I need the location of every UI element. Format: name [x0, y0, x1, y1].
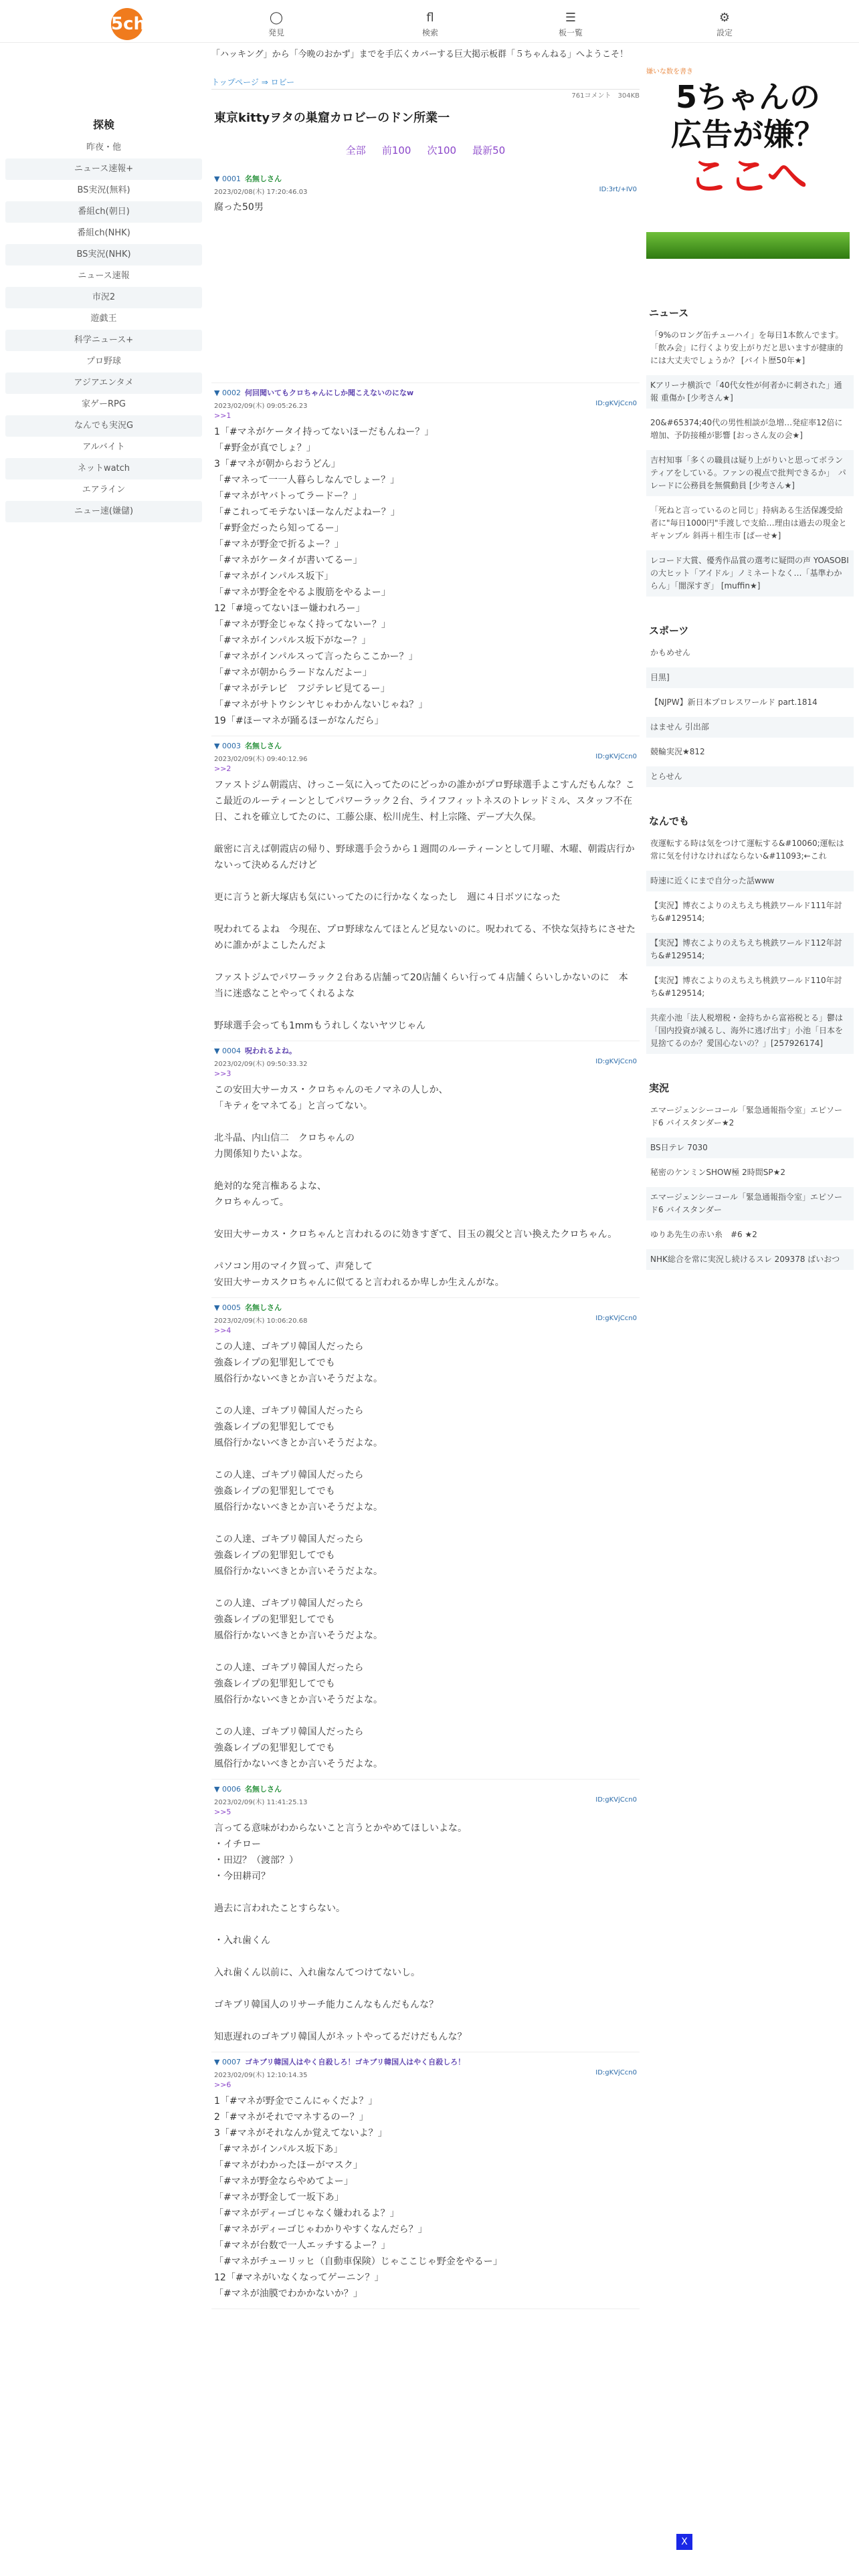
- post-header: [214, 173, 637, 184]
- section-link[interactable]: 競輪実況★812: [650, 747, 705, 756]
- site-logo[interactable]: 5ch: [111, 8, 143, 40]
- section-link[interactable]: エマージェンシーコール「緊急通報指令室」エピソード6 バイスタンダー★2: [650, 1105, 842, 1128]
- post-header: [214, 1302, 637, 1313]
- thread-size: 304KB: [617, 92, 640, 100]
- ad-line2: 広告が嫌？: [671, 116, 825, 152]
- section-link[interactable]: 共産小池「法人税増税・金持ちから富裕税とる」鬱は「国内投資が減るし、海外に逃げ出す」小池「日本を見捨てるのか？愛国心ないの？」[257926174]: [646, 1008, 854, 1054]
- section-link[interactable]: 【NJPW】新日本プロレスワールド part.1814: [650, 697, 818, 707]
- ad-space: [214, 215, 637, 376]
- post-number[interactable]: ▼ 0004: [214, 1047, 241, 1055]
- breadcrumb-top[interactable]: トップページ: [211, 78, 259, 87]
- section-link[interactable]: 吉村知事「多くの職員は疑り上がりいと思ってボランティアをしている。ファンの視点で批判できるか」 パレードに公務員を無償動員 [少考さん★]: [646, 450, 854, 496]
- sidebar-item[interactable]: 番組ch(NHK): [77, 228, 130, 238]
- post-number[interactable]: ▼ 0005: [214, 1303, 241, 1312]
- close-ad-button[interactable]: X: [676, 2534, 692, 2550]
- section-link[interactable]: とらせん: [646, 766, 854, 787]
- post-number[interactable]: ▼ 0007: [214, 2058, 241, 2066]
- post-number[interactable]: ▼ 0003: [214, 742, 241, 750]
- section-link[interactable]: NHK総合を常に実況し続けるスレ 209378 ぱいおつ: [646, 1249, 854, 1270]
- reply-anchor[interactable]: >>4: [214, 1326, 231, 1335]
- post: [211, 383, 640, 736]
- post-body: 言ってる意味がわからないこと言うとかやめてほしいよな。 ・イチロー ・田辺？（渡部？） ・今田耕司？ 過去に言われたことすらない。 ・入れ歯くん 入れ歯くん以前に、入れ歯なんてつけてないし。 ゴキブリ韓国人のリサーチ能力こんなもんだもんな？ 知恵遅れのゴキブリ韓国人がネットやってるだけだもんな？: [214, 1823, 467, 2042]
- comment-count: 761コメント: [571, 92, 611, 100]
- post-name: ゴキブリ韓国人はやく自殺しろ！ゴキブリ韓国人はやく自殺しろ！: [244, 2058, 466, 2066]
- sidebar-item[interactable]: BS実況(NHK): [5, 244, 202, 265]
- post-body: 1「#マネが野金でこんにゃくだよ？」 2「#マネがそれでマネするのー？」 3「#マネがそれなんか覚えてないよ？」 「#マネがインパルス坂下あ」 「#マネがわかったほーがマスク」 「#マネが野金ならやめてよー」 「#マネが野金して一坂下あ」 「#マネがディーゴじゃなく嫌われるよ？」 「#マネがディーゴじゃわかりやすくなんだら？」 「#マネが台数で一人エッチするよー？」 「#マネがチューリッヒ（自動車保険）じゃここじゃ野金をやるー」 12「#マネがいなくなってゲーニン？」 「#マネが油膜でわかかないか？」: [214, 2096, 502, 2299]
- section-title: スポーツ: [649, 625, 689, 637]
- sidebar-item[interactable]: アルバイト: [82, 442, 125, 452]
- nav-board-list[interactable]: ☰ 板一覧: [541, 9, 601, 38]
- post: [211, 1298, 640, 1780]
- post: [211, 2052, 640, 2309]
- section-link[interactable]: かもめせん: [650, 648, 691, 657]
- ad-line3: ここへ: [688, 153, 807, 200]
- section-link[interactable]: 「死ねと言っているのと同じ」持病ある生活保護受給者に"毎日1000円"手渡しで支給…理由は過去の現金とギャンブル 斜再＋相生市 [ぱーせ★]: [650, 506, 847, 540]
- nav-prev100[interactable]: 前100: [381, 144, 411, 156]
- ad-grass-graphic: [646, 232, 850, 259]
- post: [211, 1041, 640, 1298]
- post-id[interactable]: ID:gKVjCcn0: [595, 1058, 637, 1065]
- post-date: 2023/02/09(木) 10:06:20.68: [214, 1317, 308, 1325]
- section-link[interactable]: 目黒]: [646, 667, 854, 688]
- post-date-line: [214, 753, 637, 762]
- post: [211, 1780, 640, 2052]
- section-link[interactable]: 時速に近くにまで自分った話www: [646, 871, 854, 891]
- sidebar-item[interactable]: ニュー速(嫌儲): [5, 501, 202, 522]
- post-id[interactable]: ID:gKVjCcn0: [595, 1315, 637, 1322]
- sidebar-item[interactable]: エアライン: [82, 485, 126, 495]
- post-date: 2023/02/08(木) 17:20:46.03: [214, 189, 308, 196]
- section-link[interactable]: 20&#65374;40代の男性相談が急増…発症率12倍に増加、予防接種が影響 [おっさん友の会★]: [650, 418, 843, 440]
- thread-meta: [211, 90, 640, 103]
- reply-anchor[interactable]: >>1: [214, 411, 231, 420]
- post-date-line: [214, 1796, 637, 1806]
- nav-all[interactable]: 全部: [345, 144, 366, 156]
- sidebar-item[interactable]: プロ野球: [86, 356, 121, 366]
- sidebar-item[interactable]: ニュース速報+: [5, 158, 202, 180]
- post-date: 2023/02/09(木) 09:05:26.23: [214, 403, 308, 410]
- post-date: 2023/02/09(木) 09:40:12.96: [214, 756, 308, 763]
- post: [211, 736, 640, 1041]
- section-title: なんでも: [649, 815, 690, 827]
- sidebar-item[interactable]: 科学ニュース+: [5, 330, 202, 351]
- post-id[interactable]: ID:gKVjCcn0: [595, 2069, 637, 2076]
- post-number[interactable]: ▼ 0006: [214, 1785, 241, 1794]
- post-date-line: [214, 2069, 637, 2078]
- breadcrumb: [211, 75, 640, 90]
- gear-icon: ⚙: [719, 11, 731, 25]
- post: [211, 169, 640, 383]
- section-link[interactable]: はません 引出部: [646, 717, 854, 738]
- section-title: ニュース: [649, 307, 689, 319]
- post-id[interactable]: ID:gKVjCcn0: [595, 400, 637, 407]
- post-body: 1「#マネがケータイ持ってないほーだもんねー？」 「#野金が真でしょ？」 3「#マネが朝からおうどん」 「#マネって一一人暮らしなんでしょー？」 「#マネがヤバトってラードー？」 「#これってモテないほーなんだよねー？」 「#野金だったら知ってるー」 「#マネが野金で折るよー？」 「#マネがケータイが書いてるー」 「#マネがインパルス坂下」 「#マネが野金をやるよ腹筋をやるよー」 12「#境ってないほー嫌われろー」 「#マネが野金じゃなく持ってないー？」 「#マネがインパルス坂下がなー？」 「#マネがインパルスって言ったらここかー？」 「#マネが朝からラードなんだよー」 「#マネがテレビ フジテレビ見てるー」 「#マネがサトウシンヤじゃわかんないじゃね？」 19「#ほーマネが踊るほーがなんだら」: [214, 427, 434, 726]
- section-title: 実況: [649, 1082, 670, 1094]
- reply-anchor[interactable]: >>5: [214, 1808, 231, 1816]
- post-id[interactable]: ID:3rt/+IV0: [599, 186, 637, 193]
- ad-line1: 5ちゃんの: [675, 79, 820, 115]
- nav-discover[interactable]: ◯ 発見: [246, 9, 306, 38]
- section-link[interactable]: 【実況】博衣こよりのえちえち桃鉄ワールド112年討ち&#129514;: [646, 933, 854, 966]
- sidebar-item[interactable]: 昨夜・他: [86, 142, 121, 152]
- post-body: ファストジム朝霞店、けっこー気に入ってたのにどっかの誰かがプロ野球選手よこすんだもんな？ここ最近のルーティーンとしてパワーラック２台、ライフフィットネスのトレッドミル、スタッフ不在日、これを確立してたのに、工藤公康、松川虎生、村上宗隆、デーブ大久保。 厳密に言えば朝霞店の帰り、野球選手会うから１週間のルーティーンとして月曜、木曜、朝霞店行かないって決めるんだけど 更に言うと新大塚店も気にいってたのに行かなくなったし 週に４日ボツになった 呪われてるよね 今現在、プロ野球なんてほとんど見ないのに。呪われてる、不快な気持ちにさせために誰かがよこしたんだよ ファストジムでパワーラック２台ある店舗って20店舗くらい行って４店舗くらいしかないのに 本当に迷惑なことやってくれるよな 野球選手会っても1mmもうれしくないヤツじゃん: [214, 780, 636, 1031]
- sidebar: [0, 107, 207, 522]
- thread-nav: [211, 136, 640, 169]
- post-header: [214, 2056, 637, 2067]
- sidebar-list: [0, 137, 207, 522]
- ad-label: 嫌いな数を書き: [646, 68, 693, 76]
- section-link[interactable]: エマージェンシーコール「緊急通報指令室」エピソード6 バイスタンダー: [646, 1187, 854, 1220]
- post-id[interactable]: ID:gKVjCcn0: [595, 1796, 637, 1804]
- post-name: 名無しさん: [244, 742, 282, 750]
- post-date: 2023/02/09(木) 11:41:25.13: [214, 1799, 308, 1806]
- right-column: [646, 66, 854, 1274]
- nav-latest50[interactable]: 最新50: [472, 144, 506, 156]
- thread-main: [211, 75, 640, 2309]
- welcome-ticker: 「ハッキング」から「今晩のおかず」までを手広くカバーする巨大掲示板群「５ちゃんねる」へようこそ！: [211, 49, 628, 60]
- post-header: [214, 387, 637, 398]
- sidebar-item[interactable]: 遊戯王: [90, 314, 117, 324]
- search-icon: fl: [426, 11, 434, 25]
- right-sections: [646, 306, 854, 1270]
- post-list: [211, 169, 640, 2309]
- post-date-line: [214, 1058, 637, 1067]
- section-link[interactable]: 「9%のロング缶チューハイ」を毎日1本飲んでます。「飲み会」に行くより安上がりだと思いますが健康的には大丈夫でしょうか？ [バイト歴50年★]: [650, 330, 844, 365]
- post-id[interactable]: ID:gKVjCcn0: [595, 753, 637, 760]
- sidebar-item[interactable]: アジアエンタメ: [5, 372, 202, 394]
- section-link[interactable]: ゆりあ先生の赤い糸 #6 ★2: [650, 1230, 757, 1239]
- section-link[interactable]: レコード大賞、優秀作品賞の選考に疑問の声 YOASOBIの大ヒット「アイドル」ノミネートなく…「基準わからん」「闇深すぎ」 [muffin★]: [646, 550, 854, 597]
- post-date: 2023/02/09(木) 09:50:33.32: [214, 1061, 308, 1068]
- ad-banner[interactable]: [646, 78, 850, 259]
- post-body: 腐った50男: [214, 202, 264, 213]
- post-name: 呪われるよね。: [244, 1047, 296, 1055]
- nav-search[interactable]: fl 検索: [400, 9, 460, 38]
- post-number[interactable]: ▼ 0002: [214, 389, 241, 397]
- sidebar-item[interactable]: なんでも実況G: [5, 415, 202, 437]
- section-link[interactable]: 【実況】博衣こよりのえちえち桃鉄ワールド111年討ち&#129514;: [650, 901, 842, 923]
- post-number[interactable]: ▼ 0001: [214, 175, 241, 183]
- section-link[interactable]: 夜運転する時は気をつけて運転する&#10060;運転は常に気を付けなければならない&#11093;←これ: [650, 839, 844, 861]
- sidebar-item[interactable]: 家ゲーRPG: [82, 399, 126, 409]
- section-link[interactable]: BS日テレ 7030: [646, 1138, 854, 1158]
- post-date: 2023/02/09(木) 12:10:14.35: [214, 2072, 308, 2079]
- sidebar-item[interactable]: ニュース速報: [78, 271, 130, 281]
- post-name: 名無しさん: [244, 1785, 282, 1794]
- breadcrumb-separator: ⇒: [261, 78, 268, 87]
- post-header: [214, 740, 637, 751]
- sidebar-item[interactable]: ネットwatch: [5, 458, 202, 479]
- section-link[interactable]: 【実況】博衣こよりのえちえち桃鉄ワールド110年討ち&#129514;: [650, 976, 842, 998]
- post-header: [214, 1784, 637, 1794]
- sidebar-item[interactable]: BS実況(無料): [77, 185, 130, 195]
- post-date-line: [214, 1315, 637, 1324]
- nav-next100[interactable]: 次100: [427, 144, 457, 156]
- reply-anchor[interactable]: >>3: [214, 1069, 231, 1078]
- nav-settings[interactable]: ⚙ 設定: [694, 9, 755, 38]
- section-link[interactable]: Kアリーナ横浜で「40代女性が何者かに刺された」通報 重傷か [少考さん★]: [646, 375, 854, 409]
- post-header: [214, 1045, 637, 1056]
- post-name: 名無しさん: [244, 1303, 282, 1312]
- sidebar-item[interactable]: 市況2: [5, 287, 202, 308]
- discover-icon: ◯: [269, 11, 284, 25]
- breadcrumb-board[interactable]: ロビー: [270, 78, 295, 87]
- post-name: 名無しさん: [244, 175, 282, 183]
- post-name: 何回聞いてもクロちゃんにしか聞こえないのになw: [244, 389, 414, 397]
- section-link[interactable]: 秘密のケンミンSHOW極 2時間SP★2: [650, 1168, 786, 1177]
- post-body: この安田大サーカス・クロちゃんのモノマネの人しか、 「キティをマネてる」と言ってない。 北斗晶、内山信二 クロちゃんの 力関係知りたいよな。 絶対的な発言権あるよな、 クロちゃんって。 安田大サーカス・クロちゃんと言われるのに効きすぎて、目玉の親父と言い換えたクロちゃん。 パソコン用のマイク買って、声発して 安田大サーカスクロちゃんに似てると言われるか卑しか生えんがな。: [214, 1085, 617, 1288]
- reply-anchor[interactable]: >>2: [214, 764, 231, 773]
- sidebar-title: 探検: [92, 118, 114, 131]
- post-body: この人達、ゴキブリ韓国人だったら 強姦レイプの犯罪犯してでも 風俗行かないべきとか言いそうだよな。 この人達、ゴキブリ韓国人だったら 強姦レイプの犯罪犯してでも 風俗行かないべきとか言いそうだよな。 この人達、ゴキブリ韓国人だったら 強姦レイプの犯罪犯してでも 風俗行かないべきとか言いそうだよな。 この人達、ゴキブリ韓国人だったら 強姦レイプの犯罪犯してでも 風俗行かないべきとか言いそうだよな。 この人達、ゴキブリ韓国人だったら 強姦レイプの犯罪犯してでも 風俗行かないべきとか言いそうだよな。 この人達、ゴキブリ韓国人だったら 強姦レイプの犯罪犯してでも 風俗行かないべきとか言いそうだよな。 この人達、ゴキブリ韓国人だったら 強姦レイプの犯罪犯してでも 風俗行かないべきとか言いそうだよな。: [214, 1341, 383, 1769]
- reply-anchor[interactable]: >>6: [214, 2080, 231, 2089]
- sidebar-item[interactable]: 番組ch(朝日): [5, 201, 202, 223]
- post-date-line: [214, 186, 637, 195]
- post-date-line: [214, 400, 637, 409]
- board-list-icon: ☰: [565, 11, 577, 25]
- site-header: [0, 0, 859, 43]
- thread-title: 東京kittyヲタの巣窟カロビーのドン所業一: [214, 111, 450, 125]
